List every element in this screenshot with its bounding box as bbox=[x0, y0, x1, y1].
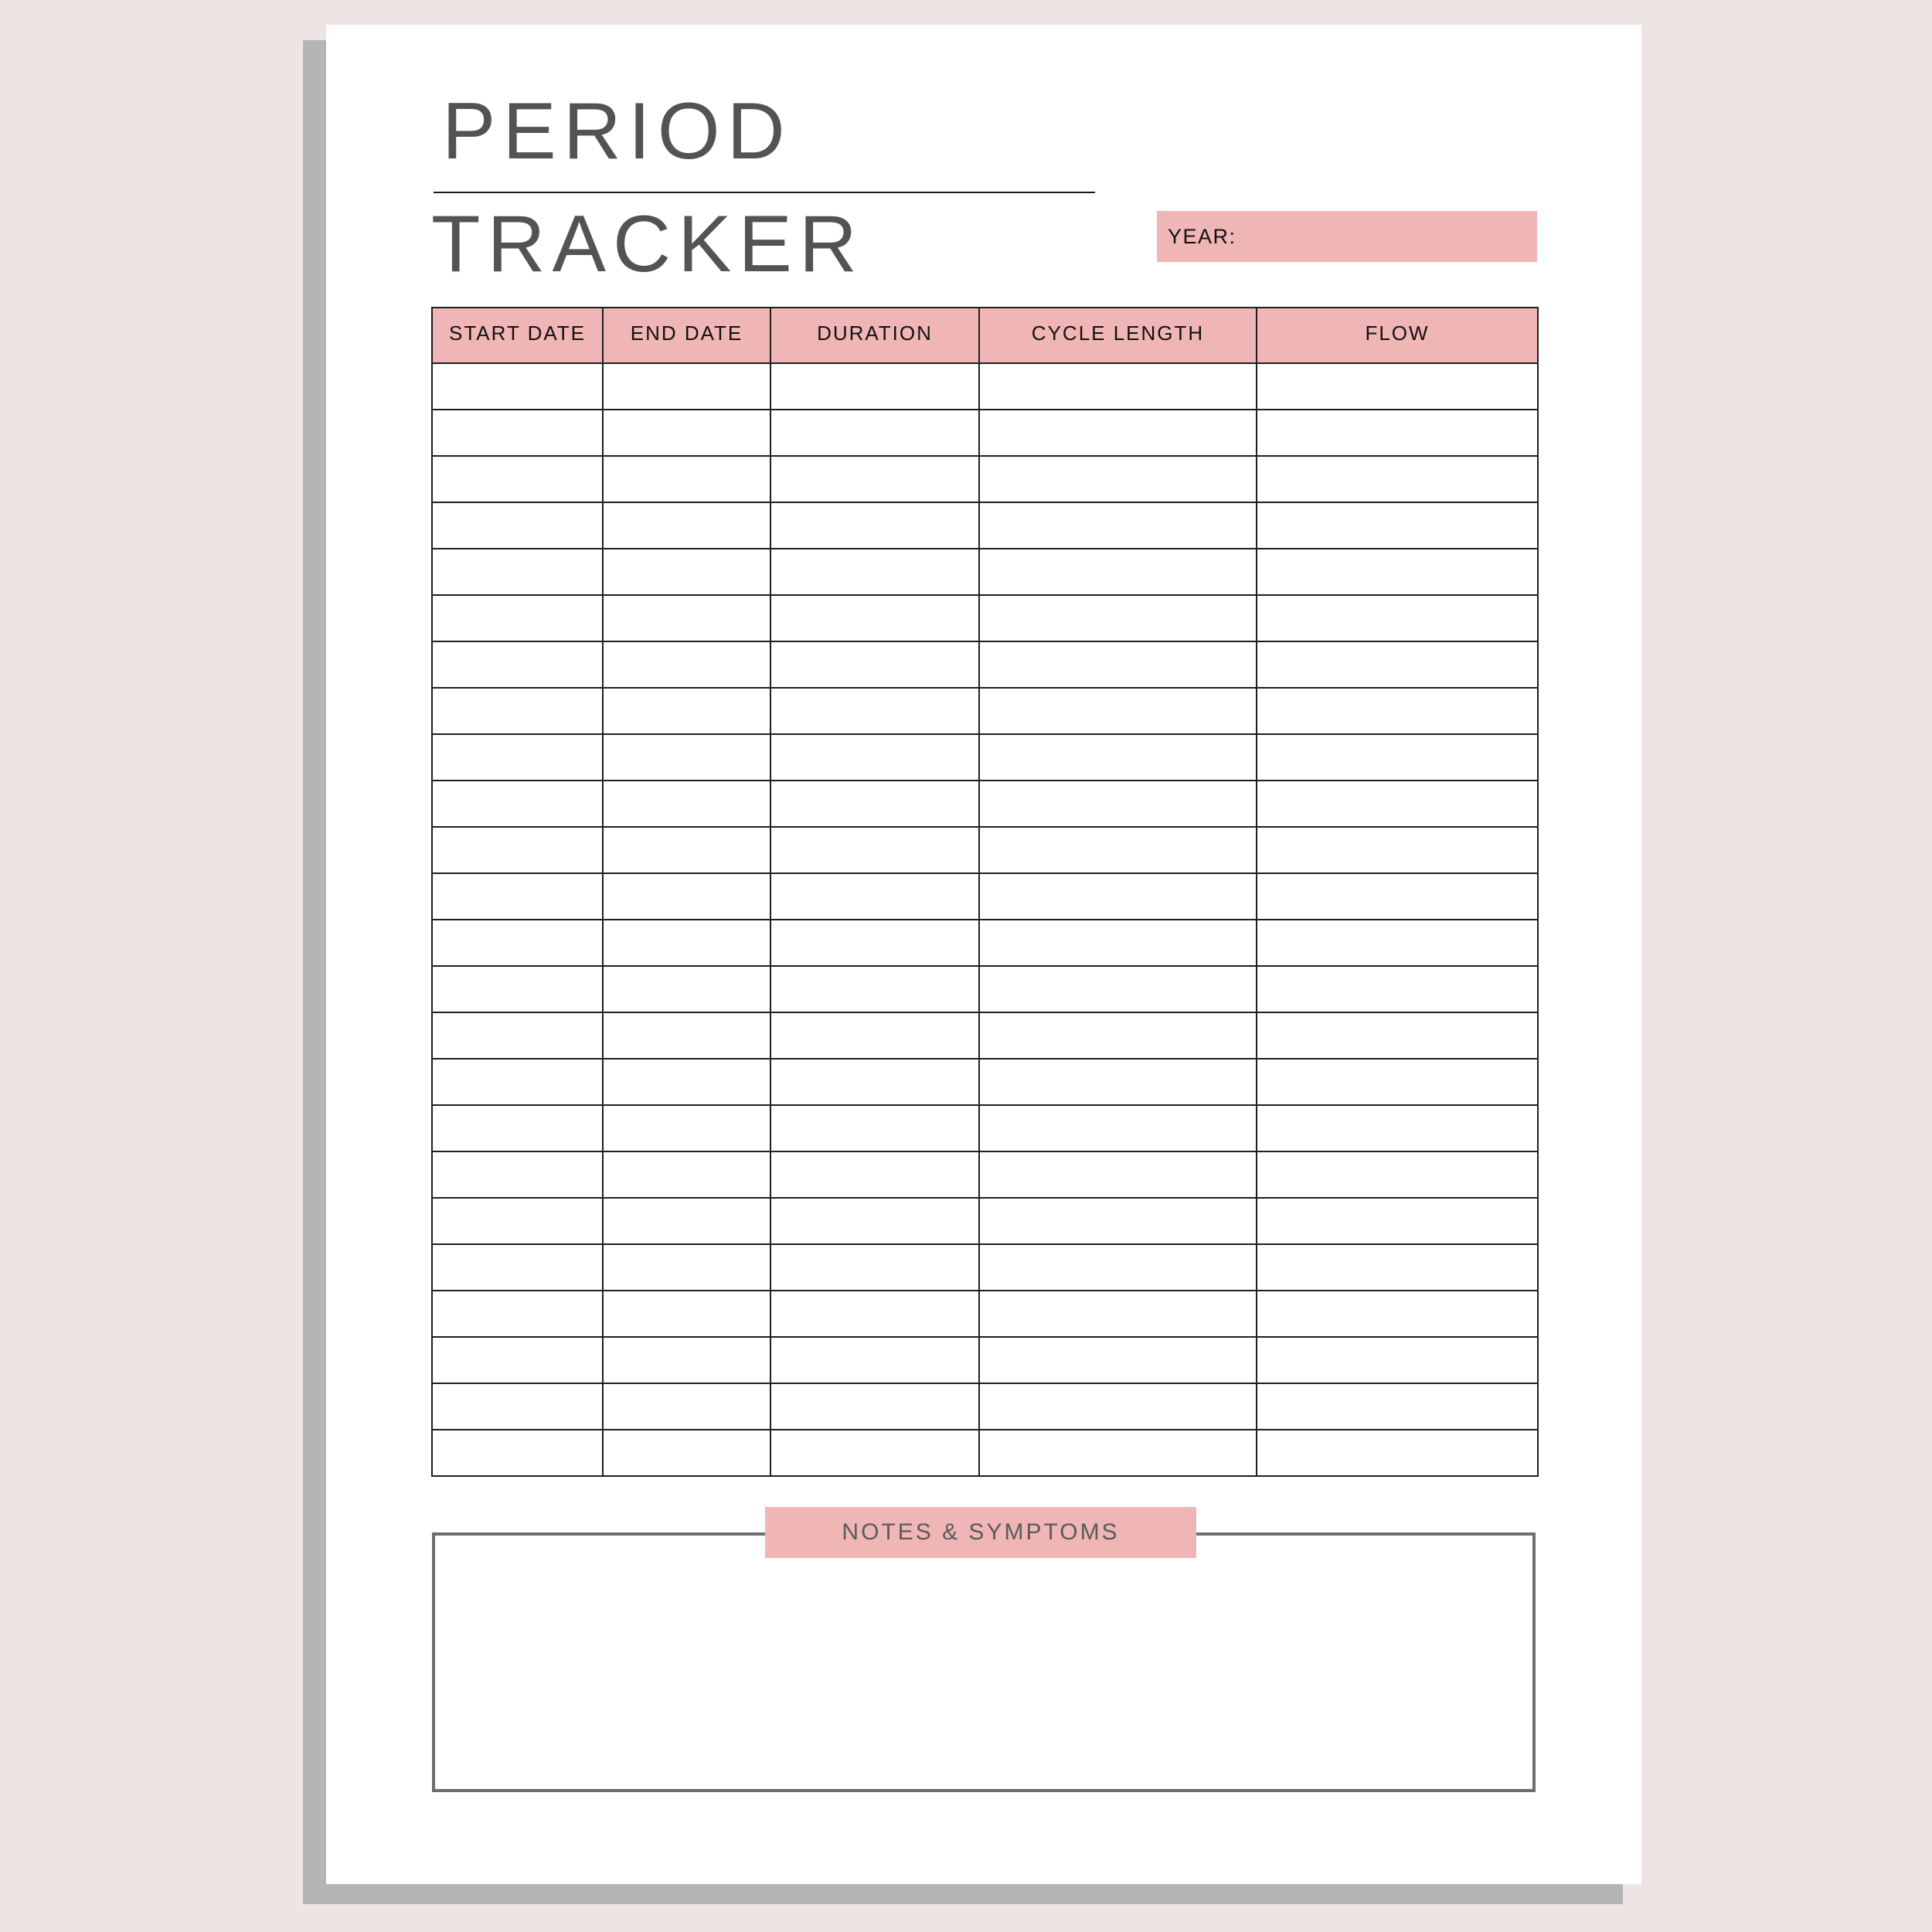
table-row bbox=[432, 1151, 1538, 1198]
table-cell-flow[interactable] bbox=[1257, 1012, 1538, 1059]
table-cell-start-date[interactable] bbox=[432, 1198, 603, 1244]
table-row bbox=[432, 873, 1538, 920]
table-row bbox=[432, 827, 1538, 873]
table-row bbox=[432, 1244, 1538, 1291]
period-tracker-table bbox=[431, 307, 1539, 1477]
table-cell-cycle-length[interactable] bbox=[979, 456, 1257, 502]
table-cell-start-date[interactable] bbox=[432, 363, 603, 410]
table-cell-flow[interactable] bbox=[1257, 456, 1538, 502]
table-cell-start-date[interactable] bbox=[432, 549, 603, 595]
table-cell-start-date[interactable] bbox=[432, 1105, 603, 1151]
table-cell-end-date[interactable] bbox=[603, 363, 770, 410]
table-cell-end-date[interactable] bbox=[603, 595, 770, 641]
table-cell-flow[interactable] bbox=[1257, 363, 1538, 410]
table-row bbox=[432, 920, 1538, 966]
table-cell-flow[interactable] bbox=[1257, 1291, 1538, 1337]
table-cell-cycle-length[interactable] bbox=[979, 1291, 1257, 1337]
table-cell-flow[interactable] bbox=[1257, 641, 1538, 688]
table-cell-end-date[interactable] bbox=[603, 502, 770, 549]
table-cell-start-date[interactable] bbox=[432, 688, 603, 734]
year-field[interactable] bbox=[1157, 211, 1537, 262]
table-cell-start-date[interactable] bbox=[432, 1291, 603, 1337]
table-cell-start-date[interactable] bbox=[432, 1012, 603, 1059]
table-cell-flow[interactable] bbox=[1257, 781, 1538, 827]
table-cell-end-date[interactable] bbox=[603, 873, 770, 920]
table-header-row bbox=[432, 308, 1538, 363]
table-cell-flow[interactable] bbox=[1257, 549, 1538, 595]
table-row bbox=[432, 363, 1538, 410]
table-cell-flow[interactable] bbox=[1257, 734, 1538, 781]
table-cell-start-date[interactable] bbox=[432, 734, 603, 781]
table-row bbox=[432, 1198, 1538, 1244]
table-cell-start-date[interactable] bbox=[432, 1383, 603, 1430]
table-cell-start-date[interactable] bbox=[432, 1430, 603, 1476]
table-cell-start-date[interactable] bbox=[432, 966, 603, 1012]
table-row bbox=[432, 1105, 1538, 1151]
table-cell-start-date[interactable] bbox=[432, 827, 603, 873]
table-cell-flow[interactable] bbox=[1257, 1337, 1538, 1383]
title-line-period: PERIOD bbox=[442, 87, 792, 176]
table-row bbox=[432, 734, 1538, 781]
table-cell-flow[interactable] bbox=[1257, 1151, 1538, 1198]
table-cell-duration[interactable] bbox=[770, 920, 979, 966]
table-cell-duration[interactable] bbox=[770, 966, 979, 1012]
table-row bbox=[432, 781, 1538, 827]
table-cell-duration[interactable] bbox=[770, 1105, 979, 1151]
table-cell-duration[interactable] bbox=[770, 1198, 979, 1244]
table-row bbox=[432, 1291, 1538, 1337]
table-cell-flow[interactable] bbox=[1257, 595, 1538, 641]
column-header-flow: FLOW bbox=[1257, 308, 1538, 363]
table-cell-end-date[interactable] bbox=[603, 966, 770, 1012]
table-cell-duration[interactable] bbox=[770, 363, 979, 410]
table-cell-duration[interactable] bbox=[770, 1383, 979, 1430]
table-cell-start-date[interactable] bbox=[432, 410, 603, 456]
table-cell-end-date[interactable] bbox=[603, 1012, 770, 1059]
table-cell-start-date[interactable] bbox=[432, 1337, 603, 1383]
table-cell-start-date[interactable] bbox=[432, 781, 603, 827]
title-line-tracker: TRACKER bbox=[431, 199, 864, 289]
table-cell-end-date[interactable] bbox=[603, 1244, 770, 1291]
table-row bbox=[432, 641, 1538, 688]
table-cell-cycle-length[interactable] bbox=[979, 1430, 1257, 1476]
table-cell-cycle-length[interactable] bbox=[979, 1105, 1257, 1151]
table-cell-cycle-length[interactable] bbox=[979, 363, 1257, 410]
table-cell-duration[interactable] bbox=[770, 549, 979, 595]
table-cell-cycle-length[interactable] bbox=[979, 1012, 1257, 1059]
table-cell-start-date[interactable] bbox=[432, 595, 603, 641]
table-cell-cycle-length[interactable] bbox=[979, 641, 1257, 688]
column-header-cycle-length: CYCLE LENGTH bbox=[979, 308, 1257, 363]
table-cell-end-date[interactable] bbox=[603, 1337, 770, 1383]
table-cell-flow[interactable] bbox=[1257, 410, 1538, 456]
table-cell-duration[interactable] bbox=[770, 641, 979, 688]
table-cell-end-date[interactable] bbox=[603, 827, 770, 873]
table-body bbox=[432, 363, 1538, 1476]
table-cell-start-date[interactable] bbox=[432, 456, 603, 502]
table-cell-duration[interactable] bbox=[770, 410, 979, 456]
table-cell-flow[interactable] bbox=[1257, 1059, 1538, 1105]
table-cell-start-date[interactable] bbox=[432, 1244, 603, 1291]
table-cell-duration[interactable] bbox=[770, 1012, 979, 1059]
table-cell-end-date[interactable] bbox=[603, 549, 770, 595]
notes-symptoms-label: NOTES & SYMPTOMS bbox=[765, 1507, 1196, 1558]
table-cell-cycle-length[interactable] bbox=[979, 549, 1257, 595]
table-cell-cycle-length[interactable] bbox=[979, 734, 1257, 781]
table-cell-duration[interactable] bbox=[770, 1337, 979, 1383]
table-cell-flow[interactable] bbox=[1257, 1244, 1538, 1291]
table-row bbox=[432, 966, 1538, 1012]
table-cell-end-date[interactable] bbox=[603, 1291, 770, 1337]
table-cell-end-date[interactable] bbox=[603, 1151, 770, 1198]
table-cell-duration[interactable] bbox=[770, 1151, 979, 1198]
table-cell-flow[interactable] bbox=[1257, 873, 1538, 920]
table-cell-duration[interactable] bbox=[770, 1244, 979, 1291]
table-cell-end-date[interactable] bbox=[603, 1383, 770, 1430]
column-header-start-date: START DATE bbox=[432, 308, 603, 363]
table-cell-cycle-length[interactable] bbox=[979, 1198, 1257, 1244]
year-label: YEAR: bbox=[1168, 224, 1236, 248]
table-cell-end-date[interactable] bbox=[603, 920, 770, 966]
table-cell-start-date[interactable] bbox=[432, 920, 603, 966]
table-cell-end-date[interactable] bbox=[603, 1105, 770, 1151]
table-cell-end-date[interactable] bbox=[603, 734, 770, 781]
table-cell-flow[interactable] bbox=[1257, 688, 1538, 734]
table-cell-cycle-length[interactable] bbox=[979, 502, 1257, 549]
table-cell-flow[interactable] bbox=[1257, 1105, 1538, 1151]
table-cell-flow[interactable] bbox=[1257, 502, 1538, 549]
table-cell-cycle-length[interactable] bbox=[979, 1151, 1257, 1198]
table-cell-duration[interactable] bbox=[770, 1059, 979, 1105]
table-cell-cycle-length[interactable] bbox=[979, 873, 1257, 920]
table-cell-end-date[interactable] bbox=[603, 781, 770, 827]
table-row bbox=[432, 549, 1538, 595]
table-cell-start-date[interactable] bbox=[432, 502, 603, 549]
table-cell-duration[interactable] bbox=[770, 502, 979, 549]
table-cell-end-date[interactable] bbox=[603, 641, 770, 688]
table-cell-flow[interactable] bbox=[1257, 920, 1538, 966]
table-cell-cycle-length[interactable] bbox=[979, 1059, 1257, 1105]
table-cell-cycle-length[interactable] bbox=[979, 595, 1257, 641]
title-divider bbox=[434, 192, 1095, 193]
table-cell-flow[interactable] bbox=[1257, 1198, 1538, 1244]
table-cell-start-date[interactable] bbox=[432, 873, 603, 920]
column-header-end-date: END DATE bbox=[603, 308, 770, 363]
table-cell-duration[interactable] bbox=[770, 456, 979, 502]
table-cell-flow[interactable] bbox=[1257, 966, 1538, 1012]
table-cell-duration[interactable] bbox=[770, 1430, 979, 1476]
table-cell-cycle-length[interactable] bbox=[979, 410, 1257, 456]
table-row bbox=[432, 1337, 1538, 1383]
table-cell-end-date[interactable] bbox=[603, 688, 770, 734]
table-cell-end-date[interactable] bbox=[603, 1198, 770, 1244]
table-cell-cycle-length[interactable] bbox=[979, 781, 1257, 827]
table-cell-end-date[interactable] bbox=[603, 456, 770, 502]
table-cell-start-date[interactable] bbox=[432, 1151, 603, 1198]
table-cell-duration[interactable] bbox=[770, 1291, 979, 1337]
table-cell-cycle-length[interactable] bbox=[979, 827, 1257, 873]
table-row bbox=[432, 595, 1538, 641]
table-row bbox=[432, 688, 1538, 734]
table-cell-end-date[interactable] bbox=[603, 1430, 770, 1476]
table-row bbox=[432, 1012, 1538, 1059]
table-cell-flow[interactable] bbox=[1257, 1430, 1538, 1476]
table-cell-end-date[interactable] bbox=[603, 410, 770, 456]
table-cell-duration[interactable] bbox=[770, 734, 979, 781]
table-cell-cycle-length[interactable] bbox=[979, 1244, 1257, 1291]
table-cell-flow[interactable] bbox=[1257, 827, 1538, 873]
table-cell-cycle-length[interactable] bbox=[979, 920, 1257, 966]
table-cell-duration[interactable] bbox=[770, 595, 979, 641]
table-row bbox=[432, 456, 1538, 502]
table-cell-cycle-length[interactable] bbox=[979, 1337, 1257, 1383]
table-row bbox=[432, 410, 1538, 456]
table-cell-end-date[interactable] bbox=[603, 1059, 770, 1105]
table-row bbox=[432, 1430, 1538, 1476]
table-cell-flow[interactable] bbox=[1257, 1383, 1538, 1430]
table-row bbox=[432, 1383, 1538, 1430]
table-cell-cycle-length[interactable] bbox=[979, 1383, 1257, 1430]
table-cell-cycle-length[interactable] bbox=[979, 966, 1257, 1012]
table-cell-duration[interactable] bbox=[770, 688, 979, 734]
table-row bbox=[432, 1059, 1538, 1105]
table-cell-start-date[interactable] bbox=[432, 641, 603, 688]
notes-symptoms-box[interactable] bbox=[432, 1532, 1536, 1792]
table-cell-duration[interactable] bbox=[770, 781, 979, 827]
table-row bbox=[432, 502, 1538, 549]
column-header-duration: DURATION bbox=[770, 308, 979, 363]
table-cell-duration[interactable] bbox=[770, 827, 979, 873]
table-cell-start-date[interactable] bbox=[432, 1059, 603, 1105]
table-cell-cycle-length[interactable] bbox=[979, 688, 1257, 734]
table-cell-duration[interactable] bbox=[770, 873, 979, 920]
